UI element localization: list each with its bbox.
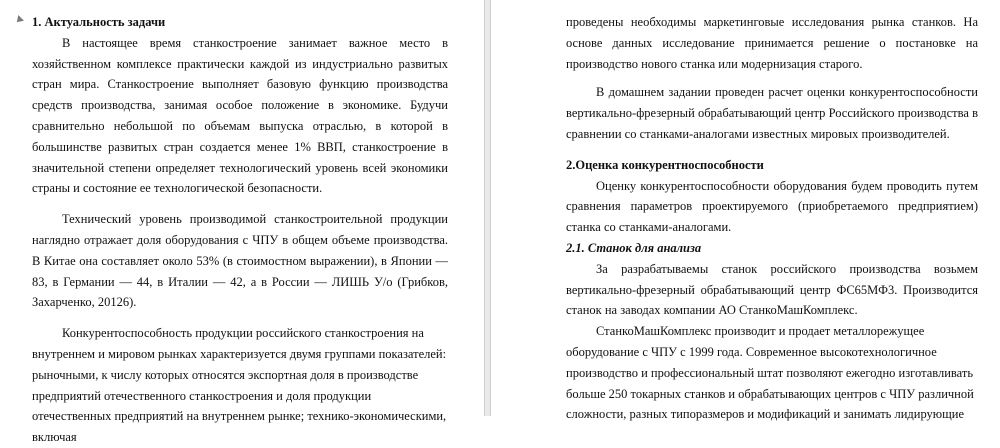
collapse-heading-icon[interactable] (14, 15, 24, 25)
paragraph-relevance-1: В настоящее время станкостроение занимает важное место в хозяйственном комплексе практически каждой из индустриально развитых стран мира. Станкостроение выполняет базовую функцию производства средств производства, занимая особое положение в экономике. Будучи сравнительно небольшой по объемам выпуска отраслью, в которой в большинстве развитых стран создается менее 1% ВВП, станкостроение в значительной степени определяет технологический уровень всей экономики страны и состояние ее технологической безопасности. (32, 35, 448, 196)
subsection-heading-2-1: 2.1. Станок для анализа (566, 240, 702, 255)
document-page-left (0, 0, 484, 445)
paragraph-relevance-3: Конкурентоспособность продукции российского станкостроения на внутреннем и мировом рынках характеризуется двумя группами показателей: рыночными, к числу которых относятся экспортная доля в производстве предприятий отечественного станкостроения и доля продукции отечественных предприятий на внутреннем рынке; технико-экономическими, включая (32, 326, 447, 445)
section-heading-1: 1. Актуальность задачи (32, 15, 166, 29)
section-heading-2: 2.Оценка конкурентноспособности (566, 157, 764, 172)
paragraph-machine: За разрабатываемы станок российского производства возьмем вертикально-фрезерный обрабатывающий центр ФС65МФ3. Производится станок на заводах компании АО СтанкоМашКомплекс. (566, 261, 978, 318)
document-page-right (491, 0, 1000, 422)
page-right-content (566, 12, 978, 425)
paragraph-evaluation: Оценку конкурентоспособности оборудования будем проводить путем сравнения параметров проектируемого (приобретаемого предприятием) станка со станками-аналогами. (566, 178, 978, 235)
paragraph-relevance-2: Технический уровень производимой станкостроительной продукции наглядно отражает доля оборудования с ЧПУ в общем объеме производства. В Китае она составляет около 53% (в стоимостном выражении), в Японии — 83, в Германии — 44, в Италии — 42, а в России — ЛИШЬ У/о (Грибков, Захарченко, 20126). (32, 212, 448, 310)
paragraph-company: СтанкоМашКомплекс производит и продает металлорежущее оборудование с ЧПУ с 1999 года. Современное высокотехнологичное производство и профессиональный штат позволяют ежегодно изготавливать больше 250 токарных станков и обрабатывающих центров с ЧПУ различной сложности, разных типоразмеров и модификаций и занимать лидирующие (566, 324, 974, 422)
paragraph-continuation: проведены необходимы маркетинговые исследования рынка станков. На основе данных исследование принимается решение о постановке на производство нового станка или модернизация старого. (566, 15, 978, 71)
paragraph-homework: В домашнем задании проведен расчет оценки конкурентоспособности вертикально-фрезерный обрабатывающий центр Российского производства в сравнении со станками-аналогами известных мировых производителей. (566, 85, 978, 141)
page-left-content (32, 12, 448, 448)
page-gutter (484, 0, 491, 416)
